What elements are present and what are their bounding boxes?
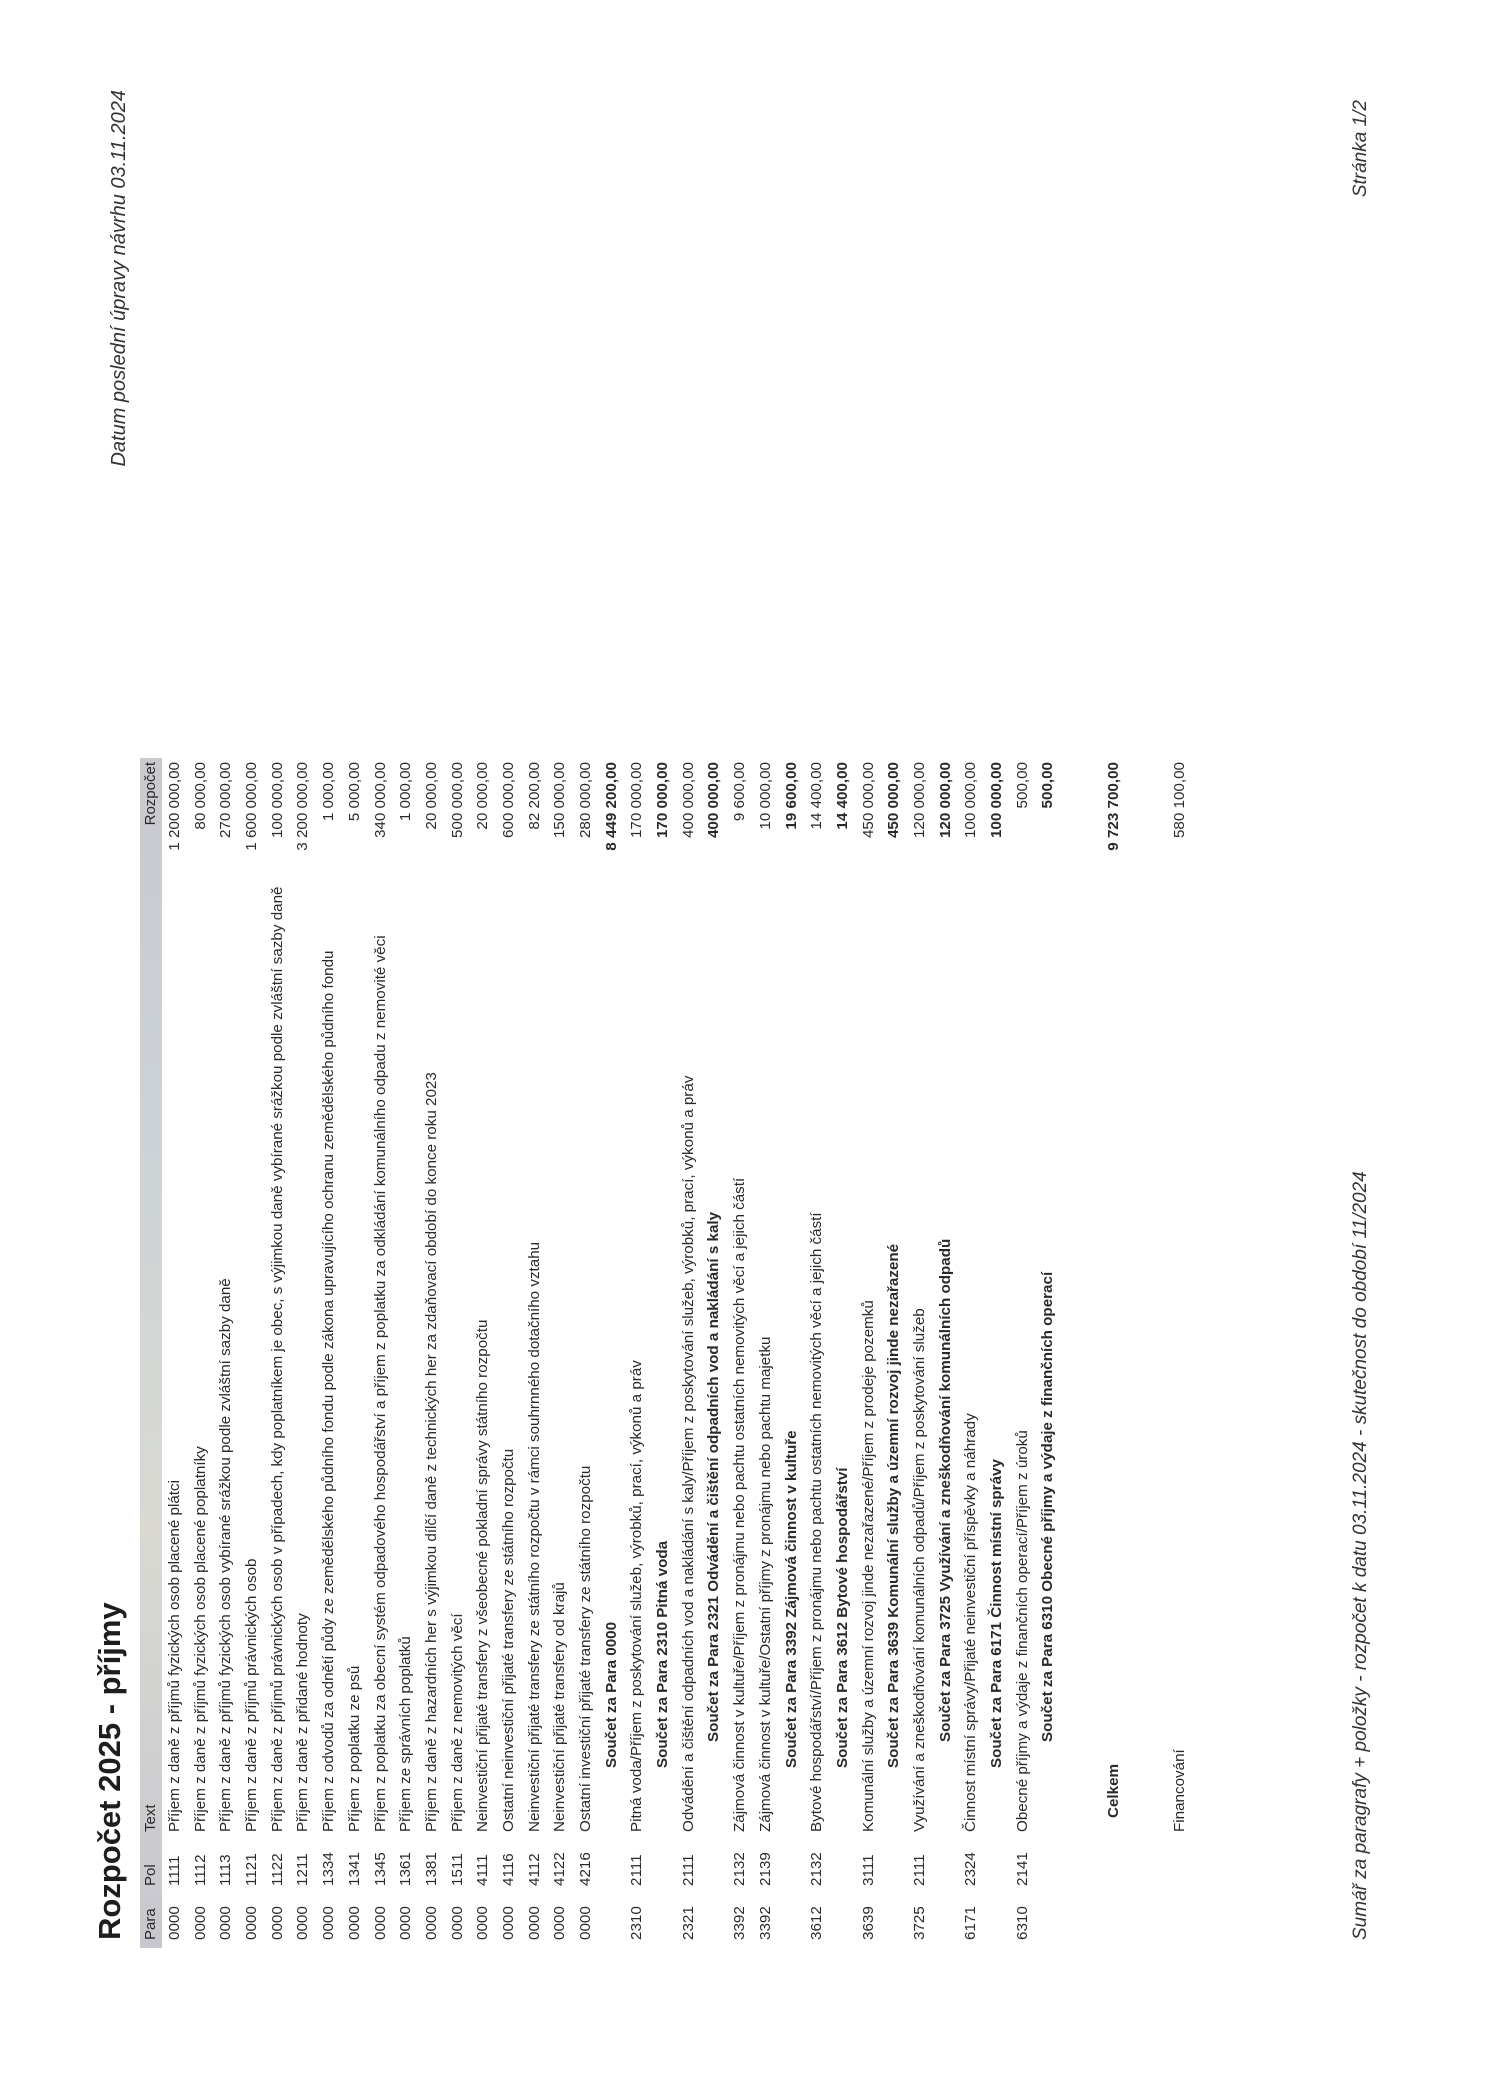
header-pol: Pol bbox=[142, 1864, 159, 1886]
cell-text: Obecné příjmy a výdaje z finančních operací/Příjem z úroků bbox=[1013, 1430, 1031, 1832]
cell-amount: 120 000,00 bbox=[910, 762, 928, 839]
table-row bbox=[624, 758, 650, 1948]
financing-label: Financování bbox=[1170, 1749, 1188, 1832]
subtotal-row bbox=[701, 758, 727, 1948]
cell-para: 0000 bbox=[345, 1906, 363, 1940]
cell-text: Zájmová činnost v kultuře/Příjem z pronájmu nebo pachtu ostatních nemovitých věcí a jejich částí bbox=[731, 1177, 749, 1832]
cell-pol: 1381 bbox=[422, 1852, 440, 1886]
subtotal-row bbox=[779, 758, 805, 1948]
cell-text: Příjem z daně z přidané hodnoty bbox=[294, 1613, 312, 1832]
table-row bbox=[342, 758, 368, 1948]
cell-text: Součet za Para 3725 Využívání a zneškodňování komunálních odpadů bbox=[936, 1238, 954, 1742]
cell-pol: 2111 bbox=[679, 1854, 697, 1886]
cell-text: Ostatní neinvestiční přijaté transfery ze státního rozpočtu bbox=[499, 1448, 517, 1832]
cell-para: 0000 bbox=[422, 1906, 440, 1940]
cell-para: 0000 bbox=[217, 1906, 235, 1940]
cell-para: 0000 bbox=[525, 1906, 543, 1940]
cell-text: Příjem ze správních poplatků bbox=[397, 1636, 415, 1832]
table-body bbox=[162, 758, 1061, 1948]
cell-text: Neinvestiční přijaté transfery ze státního rozpočtu v rámci souhrnného dotačního vztahu bbox=[525, 1241, 543, 1832]
cell-amount: 19 600,00 bbox=[782, 762, 800, 830]
cell-pol: 1345 bbox=[371, 1852, 389, 1886]
table-row bbox=[393, 758, 419, 1948]
table-row bbox=[162, 758, 188, 1948]
table-row bbox=[213, 758, 239, 1948]
table-row bbox=[496, 758, 522, 1948]
cell-pol: 1211 bbox=[294, 1853, 312, 1886]
cell-pol: 2111 bbox=[628, 1854, 646, 1886]
cell-para: 0000 bbox=[166, 1906, 183, 1940]
cell-pol: 4122 bbox=[551, 1852, 569, 1886]
table-header bbox=[140, 758, 162, 1948]
budget-table bbox=[140, 758, 1192, 1948]
cell-amount: 14 400,00 bbox=[808, 762, 826, 830]
cell-para: 0000 bbox=[397, 1906, 415, 1940]
table-row bbox=[470, 758, 496, 1948]
last-update-date: Datum poslední úpravy návrhu 03.11.2024 bbox=[108, 90, 130, 467]
cell-text: Využívání a zneškodňování komunálních odpadů/Příjem z poskytování služeb bbox=[910, 1308, 928, 1832]
table-row bbox=[419, 758, 445, 1948]
table-row bbox=[265, 758, 291, 1948]
subtotal-row bbox=[1035, 758, 1061, 1948]
cell-amount: 5 000,00 bbox=[345, 762, 363, 822]
cell-pol: 2141 bbox=[1013, 1852, 1031, 1886]
cell-text: Příjem z daně z příjmů právnických osob bbox=[243, 1558, 261, 1832]
cell-amount: 20 000,00 bbox=[474, 762, 492, 830]
cell-text: Součet za Para 2310 Pitná voda bbox=[654, 1540, 672, 1768]
cell-pol: 1112 bbox=[191, 1854, 209, 1886]
table-row bbox=[907, 758, 933, 1948]
total-row bbox=[1101, 758, 1127, 1948]
cell-para: 0000 bbox=[371, 1906, 389, 1940]
cell-amount: 600 000,00 bbox=[499, 762, 517, 839]
table-row bbox=[1010, 758, 1036, 1948]
cell-text: Činnost místní správy/Přijaté neinvestiční příspěvky a náhrady bbox=[962, 1413, 980, 1832]
cell-pol: 1341 bbox=[345, 1852, 363, 1886]
cell-amount: 400 000,00 bbox=[679, 762, 697, 839]
cell-amount: 500,00 bbox=[1039, 762, 1057, 809]
cell-text: Součet za Para 3639 Komunální služby a územní rozvoj jinde nezařazené bbox=[885, 1243, 903, 1768]
table-row bbox=[188, 758, 214, 1948]
cell-para: 0000 bbox=[448, 1906, 466, 1940]
cell-para: 0000 bbox=[191, 1906, 209, 1940]
cell-pol: 2324 bbox=[962, 1852, 980, 1886]
table-row bbox=[239, 758, 265, 1948]
subtotal-row bbox=[984, 758, 1010, 1948]
table-row bbox=[676, 758, 702, 1948]
table-row bbox=[573, 758, 599, 1948]
cell-pol: 3111 bbox=[859, 1854, 877, 1886]
cell-text: Zájmová činnost v kultuře/Ostatní příjmy z pronájmu nebo pachtu majetku bbox=[756, 1336, 774, 1832]
cell-pol: 4116 bbox=[499, 1853, 517, 1886]
cell-text: Součet za Para 3612 Bytové hospodářství bbox=[833, 1467, 851, 1768]
cell-text: Součet za Para 0000 bbox=[602, 1621, 620, 1768]
footer-note: Sumář za paragrafy + položky - rozpočet k datu 03.11.2024 - skutečnost do období 11/2024 bbox=[1350, 1171, 1371, 1940]
table-row bbox=[727, 758, 753, 1948]
cell-amount: 450 000,00 bbox=[885, 762, 903, 839]
table-row bbox=[753, 758, 779, 1948]
cell-text: Odvádění a čištění odpadních vod a nakládání s kaly/Příjem z poskytování služeb, výrobků, prací, výkonů a práv bbox=[679, 1075, 697, 1832]
cell-amount: 100 000,00 bbox=[268, 762, 286, 839]
total-amount: 9 723 700,00 bbox=[1105, 762, 1123, 851]
cell-text: Příjem z daně z příjmů právnických osob v případech, kdy poplatníkem je obec, s výjimkou daně vybírané srážkou podle zvláštní sazby daně bbox=[268, 886, 286, 1832]
cell-para: 3612 bbox=[808, 1906, 826, 1940]
cell-pol: 1334 bbox=[320, 1852, 338, 1886]
cell-para: 3392 bbox=[731, 1906, 749, 1940]
financing-amount: 580 100,00 bbox=[1170, 762, 1188, 839]
cell-para: 6171 bbox=[962, 1906, 980, 1940]
cell-amount: 270 000,00 bbox=[217, 762, 235, 839]
cell-amount: 3 200 000,00 bbox=[294, 762, 312, 851]
cell-pol: 1121 bbox=[243, 1853, 261, 1886]
cell-amount: 20 000,00 bbox=[422, 762, 440, 830]
cell-amount: 340 000,00 bbox=[371, 762, 389, 839]
cell-text: Příjem z poplatku za obecní systém odpadového hospodářství a příjem z poplatku za odkládání komunálního odpadu z nemovité věci bbox=[371, 935, 389, 1832]
cell-text: Příjem z daně z hazardních her s výjimkou dílčí daně z technických her za zdaňovací období do konce roku 2023 bbox=[422, 1072, 440, 1832]
cell-text: Příjem z daně z příjmů fyzických osob placené poplatníky bbox=[191, 1446, 209, 1832]
table-row bbox=[290, 758, 316, 1948]
cell-text: Neinvestiční přijaté transfery od krajů bbox=[551, 1582, 569, 1832]
cell-text: Příjem z daně z příjmů fyzických osob vybírané srážkou podle zvláštní sazby daně bbox=[217, 1278, 235, 1832]
cell-text: Neinvestiční přijaté transfery z všeobecné pokladní správy státního rozpočtu bbox=[474, 1319, 492, 1832]
cell-amount: 8 449 200,00 bbox=[602, 762, 620, 851]
cell-para: 0000 bbox=[474, 1906, 492, 1940]
table-row bbox=[958, 758, 984, 1948]
cell-para: 0000 bbox=[577, 1906, 594, 1940]
cell-amount: 82 200,00 bbox=[525, 762, 543, 830]
cell-amount: 400 000,00 bbox=[705, 762, 723, 839]
cell-text: Ostatní investiční přijaté transfery ze státního rozpočtu bbox=[577, 1465, 594, 1832]
header-amount: Rozpočet bbox=[142, 762, 159, 826]
spacer bbox=[1061, 758, 1101, 1948]
cell-text: Příjem z daně z nemovitých věcí bbox=[448, 1613, 466, 1832]
cell-text: Příjem z odvodů za odnětí půdy ze zemědělského půdního fondu podle zákona upravujícího ochranu zemědělského půdního fondu bbox=[320, 950, 338, 1832]
cell-amount: 1 200 000,00 bbox=[166, 762, 183, 851]
cell-text: Příjem z poplatku ze psů bbox=[345, 1665, 363, 1832]
cell-pol: 2132 bbox=[731, 1852, 749, 1886]
cell-pol: 4111 bbox=[474, 1854, 492, 1886]
cell-para: 3392 bbox=[756, 1906, 774, 1940]
table-row bbox=[316, 758, 342, 1948]
cell-para: 2321 bbox=[679, 1906, 697, 1940]
cell-para: 3639 bbox=[859, 1906, 877, 1940]
cell-para: 0000 bbox=[320, 1906, 338, 1940]
cell-pol: 2139 bbox=[756, 1852, 774, 1886]
cell-text: Součet za Para 2321 Odvádění a čištění odpadních vod a nakládání s kaly bbox=[705, 1211, 723, 1742]
cell-pol: 2111 bbox=[910, 1854, 928, 1886]
cell-para: 0000 bbox=[243, 1906, 261, 1940]
subtotal-row bbox=[599, 758, 625, 1948]
cell-amount: 1 000,00 bbox=[320, 762, 338, 822]
header-para: Para bbox=[142, 1908, 159, 1940]
table-row bbox=[547, 758, 573, 1948]
cell-amount: 100 000,00 bbox=[962, 762, 980, 839]
financing-row bbox=[1167, 758, 1193, 1948]
table-row bbox=[368, 758, 394, 1948]
cell-amount: 150 000,00 bbox=[551, 762, 569, 839]
cell-pol: 1511 bbox=[448, 1853, 466, 1886]
cell-text: Příjem z daně z příjmů fyzických osob placené plátci bbox=[166, 1480, 183, 1832]
cell-amount: 1 600 000,00 bbox=[243, 762, 261, 851]
table-row bbox=[522, 758, 548, 1948]
cell-para: 0000 bbox=[268, 1906, 286, 1940]
cell-pol: 1361 bbox=[397, 1852, 415, 1886]
cell-text: Součet za Para 6310 Obecné příjmy a výdaje z finančních operací bbox=[1039, 1271, 1057, 1742]
cell-text: Komunální služby a územní rozvoj jinde nezařazené/Příjem z prodeje pozemků bbox=[859, 1300, 877, 1832]
subtotal-row bbox=[933, 758, 959, 1948]
cell-amount: 80 000,00 bbox=[191, 762, 209, 830]
table-row bbox=[445, 758, 471, 1948]
page-title: Rozpočet 2025 - příjmy bbox=[92, 1602, 127, 1940]
header-text: Text bbox=[142, 1804, 159, 1832]
cell-pol: 4112 bbox=[525, 1853, 543, 1886]
spacer bbox=[1127, 758, 1167, 1948]
cell-amount: 10 000,00 bbox=[756, 762, 774, 830]
total-label: Celkem bbox=[1105, 1763, 1123, 1818]
cell-para: 6310 bbox=[1013, 1906, 1031, 1940]
cell-amount: 500,00 bbox=[1013, 762, 1031, 809]
page-number: Stránka 1/2 bbox=[1350, 100, 1371, 198]
table-row bbox=[804, 758, 830, 1948]
cell-para: 2310 bbox=[628, 1906, 646, 1940]
cell-text: Pitná voda/Příjem z poskytování služeb, výrobků, prací, výkonů a práv bbox=[628, 1360, 646, 1832]
table-row bbox=[856, 758, 882, 1948]
cell-pol: 1113 bbox=[217, 1854, 235, 1886]
subtotal-row bbox=[830, 758, 856, 1948]
cell-text: Součet za Para 3392 Zájmová činnost v kultuře bbox=[782, 1430, 800, 1768]
cell-para: 0000 bbox=[499, 1906, 517, 1940]
cell-amount: 450 000,00 bbox=[859, 762, 877, 839]
cell-amount: 100 000,00 bbox=[988, 762, 1005, 839]
cell-amount: 120 000,00 bbox=[936, 762, 954, 839]
cell-amount: 9 600,00 bbox=[731, 762, 749, 822]
cell-pol: 2132 bbox=[808, 1852, 826, 1886]
cell-amount: 170 000,00 bbox=[654, 762, 672, 839]
cell-para: 0000 bbox=[551, 1906, 569, 1940]
cell-amount: 14 400,00 bbox=[833, 762, 851, 830]
cell-text: Bytové hospodářství/Příjem z pronájmu nebo pachtu ostatních nemovitých věcí a jejich částí bbox=[808, 1212, 826, 1832]
cell-text: Součet za Para 6171 Činnost místní správy bbox=[988, 1459, 1005, 1768]
cell-pol: 4216 bbox=[577, 1852, 594, 1886]
cell-amount: 1 000,00 bbox=[397, 762, 415, 822]
cell-para: 0000 bbox=[294, 1906, 312, 1940]
cell-pol: 1122 bbox=[268, 1853, 286, 1886]
cell-amount: 280 000,00 bbox=[577, 762, 594, 839]
subtotal-row bbox=[881, 758, 907, 1948]
subtotal-row bbox=[650, 758, 676, 1948]
cell-amount: 170 000,00 bbox=[628, 762, 646, 839]
cell-para: 3725 bbox=[910, 1906, 928, 1940]
cell-amount: 500 000,00 bbox=[448, 762, 466, 839]
cell-pol: 1111 bbox=[166, 1855, 183, 1886]
